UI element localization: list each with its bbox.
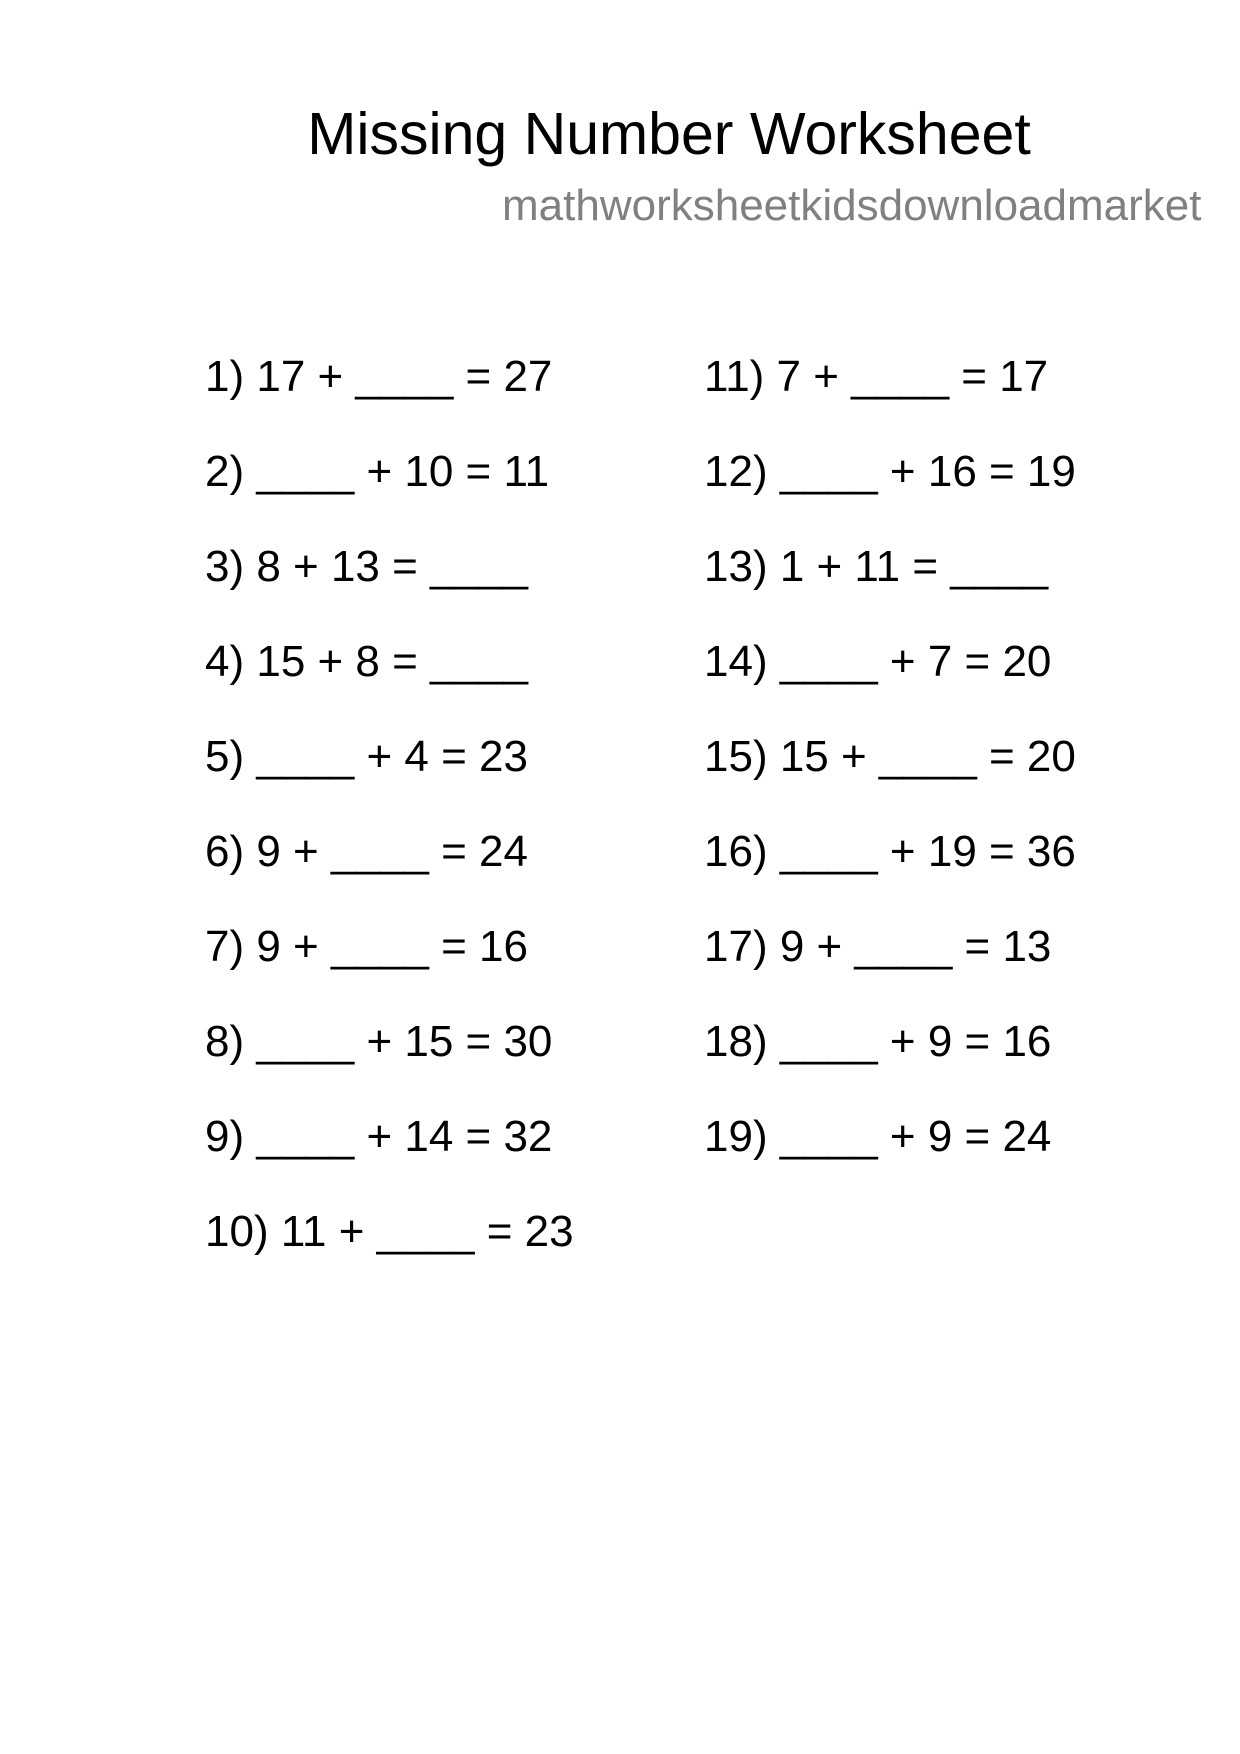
- problem-item: 1) 17 + ____ = 27: [205, 352, 553, 401]
- problem-item: 15) 15 + ____ = 20: [704, 732, 1076, 781]
- problem-item: 14) ____ + 7 = 20: [704, 637, 1052, 686]
- page-title: Missing Number Worksheet: [307, 101, 1031, 167]
- site-watermark: mathworksheetkidsdownloadmarket: [502, 181, 1202, 230]
- problem-item: 19) ____ + 9 = 24: [704, 1112, 1052, 1161]
- problem-item: 10) 11 + ____ = 23: [205, 1207, 574, 1256]
- problem-item: 4) 15 + 8 = ____: [205, 637, 528, 686]
- problem-item: 12) ____ + 16 = 19: [704, 447, 1076, 496]
- problem-item: 5) ____ + 4 = 23: [205, 732, 528, 781]
- problem-item: 11) 7 + ____ = 17: [704, 352, 1049, 401]
- problem-item: 17) 9 + ____ = 13: [704, 922, 1052, 971]
- problem-item: 13) 1 + 11 = ____: [704, 542, 1049, 591]
- problem-item: 3) 8 + 13 = ____: [205, 542, 528, 591]
- problem-item: 18) ____ + 9 = 16: [704, 1017, 1052, 1066]
- problem-item: 9) ____ + 14 = 32: [205, 1112, 553, 1161]
- problem-item: 7) 9 + ____ = 16: [205, 922, 528, 971]
- problem-item: 2) ____ + 10 = 11: [205, 447, 550, 496]
- problem-item: 16) ____ + 19 = 36: [704, 827, 1076, 876]
- problem-item: 6) 9 + ____ = 24: [205, 827, 528, 876]
- problem-item: 8) ____ + 15 = 30: [205, 1017, 553, 1066]
